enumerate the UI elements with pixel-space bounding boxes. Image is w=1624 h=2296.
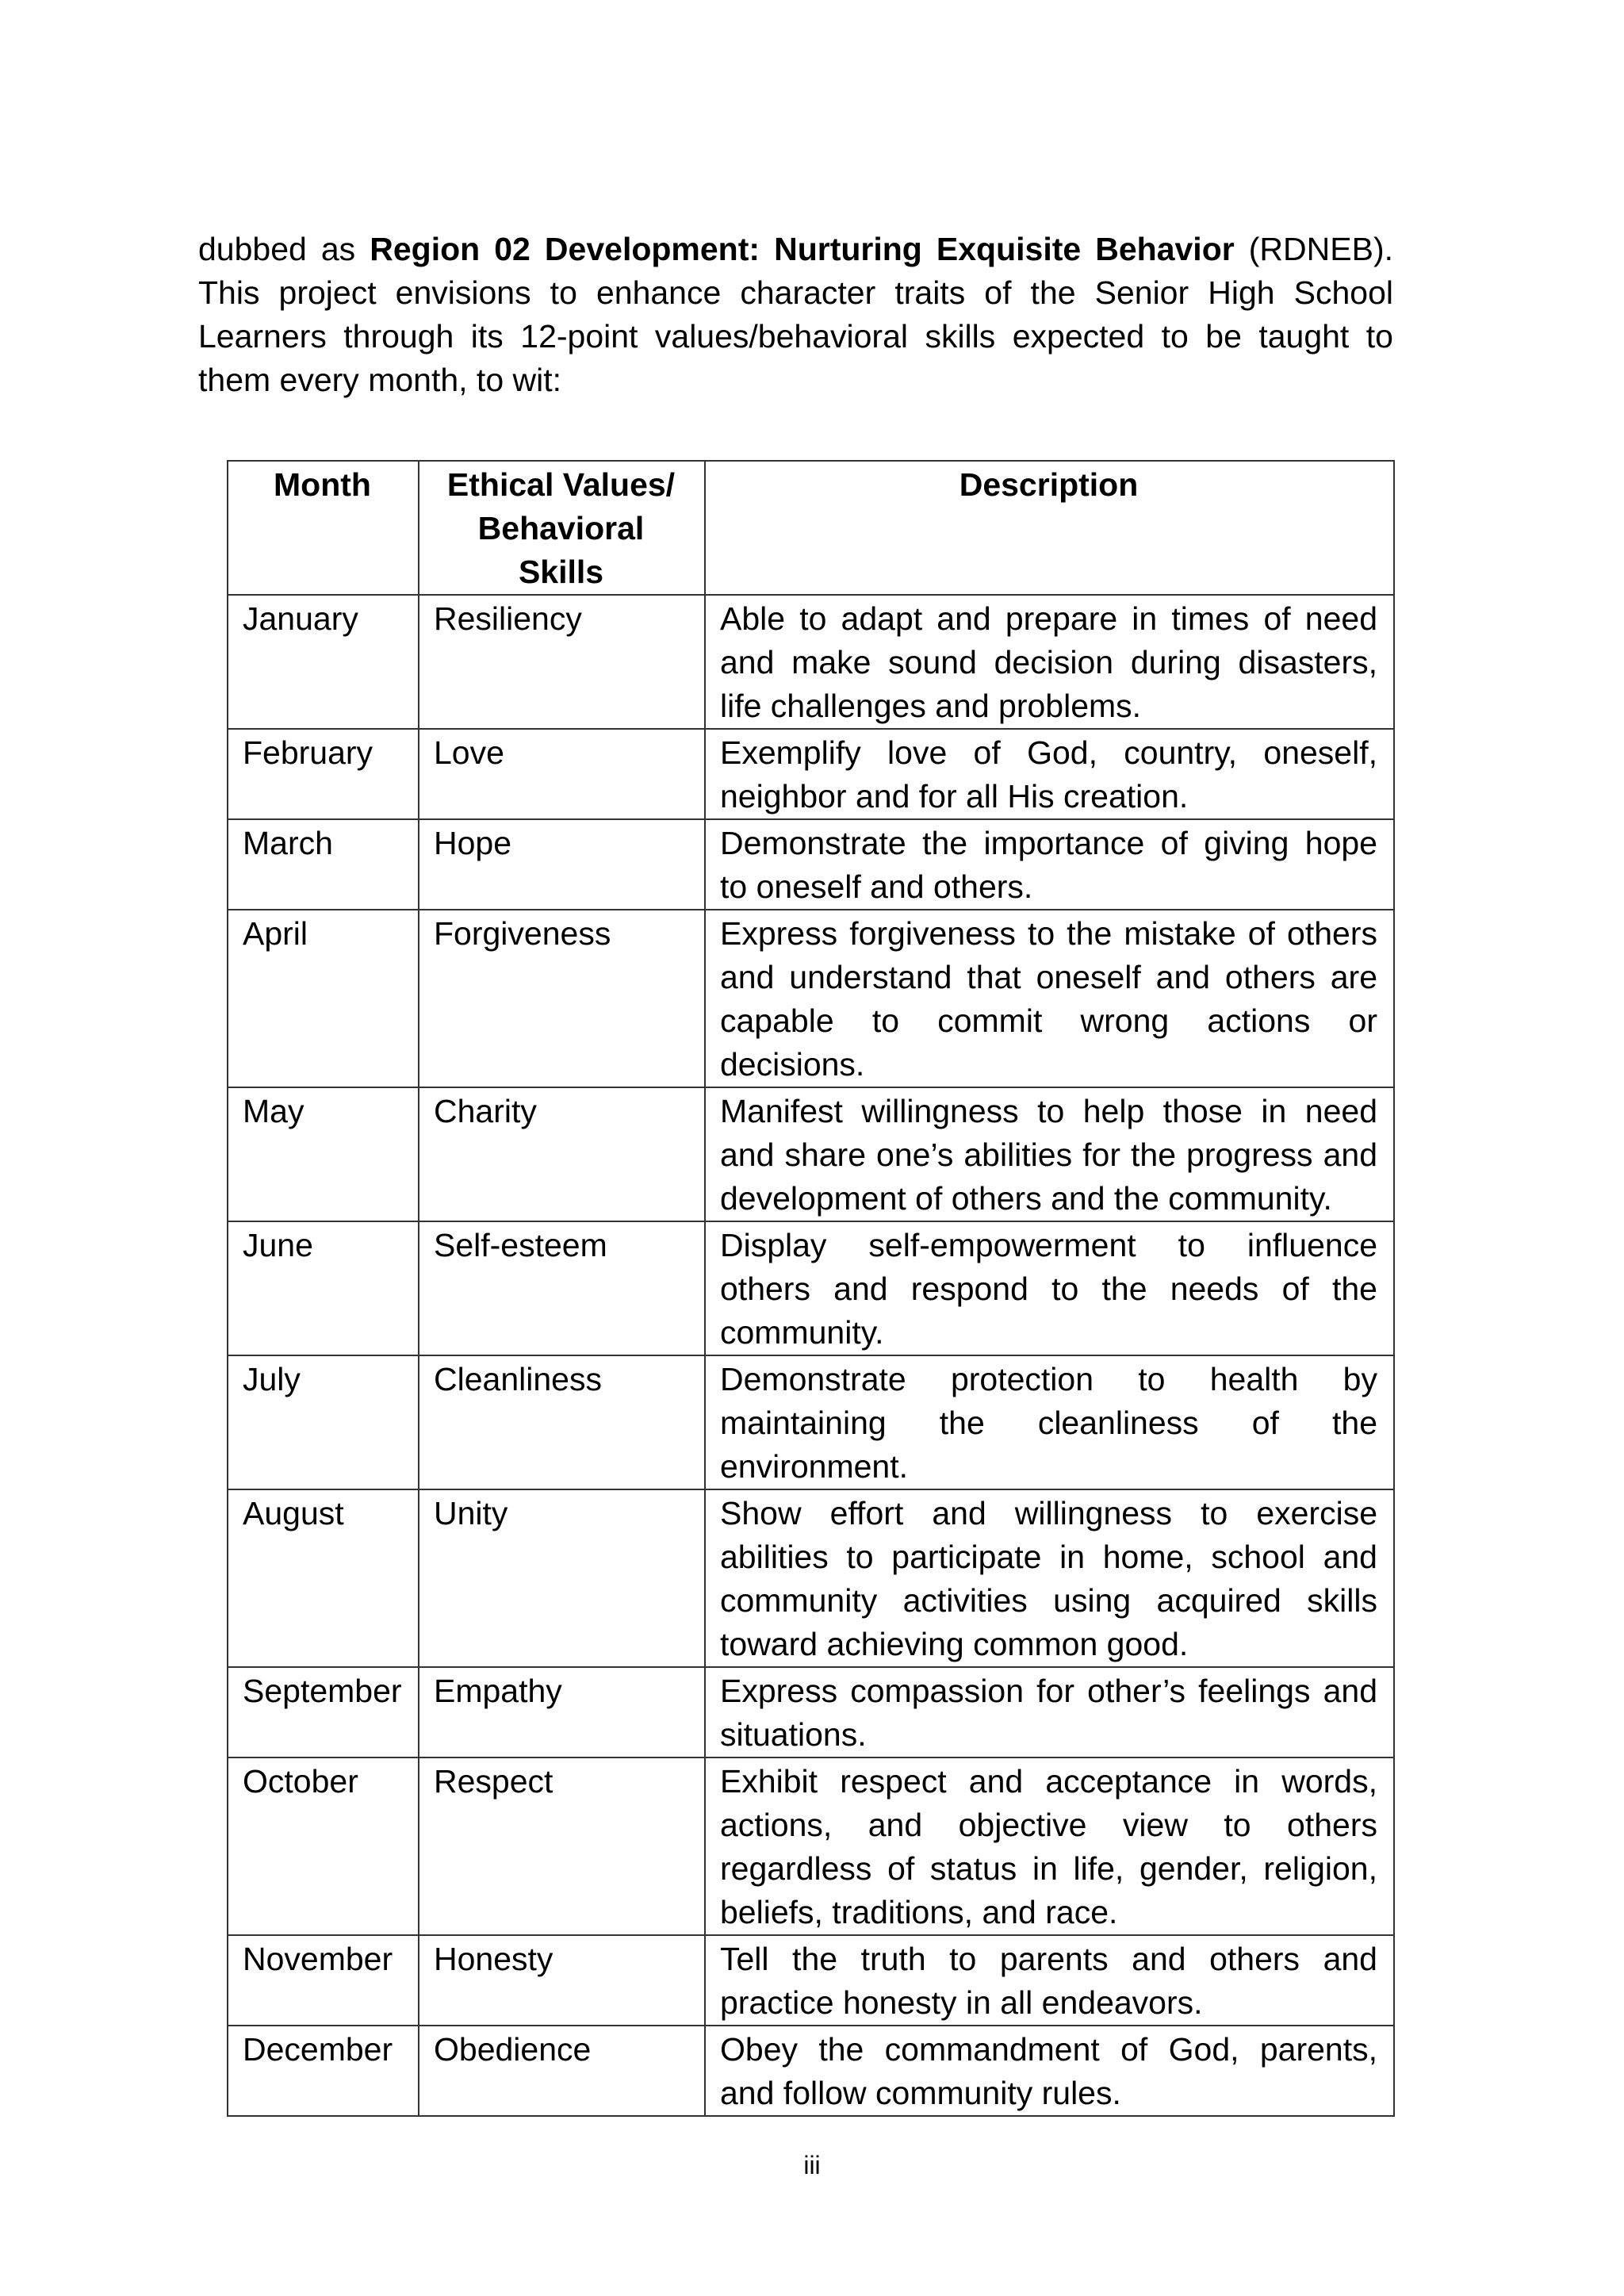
table-row: [228, 819, 1394, 910]
intro-suffix: (RDNEB). This project envisions to enhance character traits of the Senior High School Learners through its 12-point values/behavioral skills expected to be taught to them every month, to wit:: [198, 231, 1393, 398]
header-description: Description: [705, 461, 1394, 595]
value-cell: Self-esteem: [419, 1221, 705, 1355]
value-cell: Hope: [419, 819, 705, 910]
table-row: [228, 1667, 1394, 1757]
description-cell: Obey the commandment of God, parents, and follow community rules.: [705, 2026, 1394, 2116]
value-cell: Empathy: [419, 1667, 705, 1757]
value-cell: Resiliency: [419, 595, 705, 729]
table-row: [228, 1087, 1394, 1221]
value-cell: Respect: [419, 1757, 705, 1935]
description-cell: Demonstrate protection to health by maintaining the cleanliness of the environment.: [705, 1355, 1394, 1489]
description-cell: Show effort and willingness to exercise abilities to participate in home, school and community activities using acquired skills toward achieving common good.: [705, 1489, 1394, 1667]
value-cell: Honesty: [419, 1935, 705, 2026]
table-row: [228, 729, 1394, 819]
intro-prefix: dubbed as: [198, 231, 370, 267]
month-cell: February: [228, 729, 419, 819]
value-cell: Cleanliness: [419, 1355, 705, 1489]
description-cell: Demonstrate the importance of giving hope to oneself and others.: [705, 819, 1394, 910]
table-row: [228, 1355, 1394, 1489]
month-cell: September: [228, 1667, 419, 1757]
intro-paragraph: [198, 228, 1393, 402]
description-cell: Able to adapt and prepare in times of need and make sound decision during disasters, life challenges and problems.: [705, 595, 1394, 729]
value-cell: Unity: [419, 1489, 705, 1667]
month-cell: January: [228, 595, 419, 729]
month-cell: March: [228, 819, 419, 910]
month-cell: April: [228, 910, 419, 1087]
month-cell: December: [228, 2026, 419, 2116]
month-cell: June: [228, 1221, 419, 1355]
header-ethical-values-line-2: Behavioral: [477, 510, 645, 546]
description-cell: Display self-empowerment to influence others and respond to the needs of the community.: [705, 1221, 1394, 1355]
value-cell: Love: [419, 729, 705, 819]
table-row: [228, 1757, 1394, 1935]
month-cell: May: [228, 1087, 419, 1221]
values-table: [227, 460, 1395, 2117]
table-header-row: [228, 461, 1394, 595]
table-row: [228, 595, 1394, 729]
table-row: [228, 1221, 1394, 1355]
description-cell: Express forgiveness to the mistake of others and understand that oneself and others are capable to commit wrong actions or decisions.: [705, 910, 1394, 1087]
month-cell: July: [228, 1355, 419, 1489]
page-number: iii: [803, 2151, 821, 2179]
description-cell: Manifest willingness to help those in need and share one’s abilities for the progress and development of others and the community.: [705, 1087, 1394, 1221]
month-cell: November: [228, 1935, 419, 2026]
project-name: Region 02 Development: Nurturing Exquisite Behavior: [370, 231, 1235, 267]
description-cell: Exhibit respect and acceptance in words, actions, and objective view to others regardless of status in life, gender, religion, beliefs, traditions, and race.: [705, 1757, 1394, 1935]
description-cell: Exemplify love of God, country, oneself, neighbor and for all His creation.: [705, 729, 1394, 819]
description-cell: Express compassion for other’s feelings and situations.: [705, 1667, 1394, 1757]
description-cell: Tell the truth to parents and others and practice honesty in all endeavors.: [705, 1935, 1394, 2026]
header-ethical-values: [419, 461, 705, 595]
table-row: [228, 1489, 1394, 1667]
value-cell: Charity: [419, 1087, 705, 1221]
table-row: [228, 910, 1394, 1087]
table-row: [228, 2026, 1394, 2116]
month-cell: August: [228, 1489, 419, 1667]
header-ethical-values-line-3: Skills: [518, 554, 604, 590]
value-cell: Obedience: [419, 2026, 705, 2116]
value-cell: Forgiveness: [419, 910, 705, 1087]
header-ethical-values-line-1: Ethical Values/: [446, 466, 676, 503]
header-month: Month: [228, 461, 419, 595]
table-row: [228, 1935, 1394, 2026]
month-cell: October: [228, 1757, 419, 1935]
